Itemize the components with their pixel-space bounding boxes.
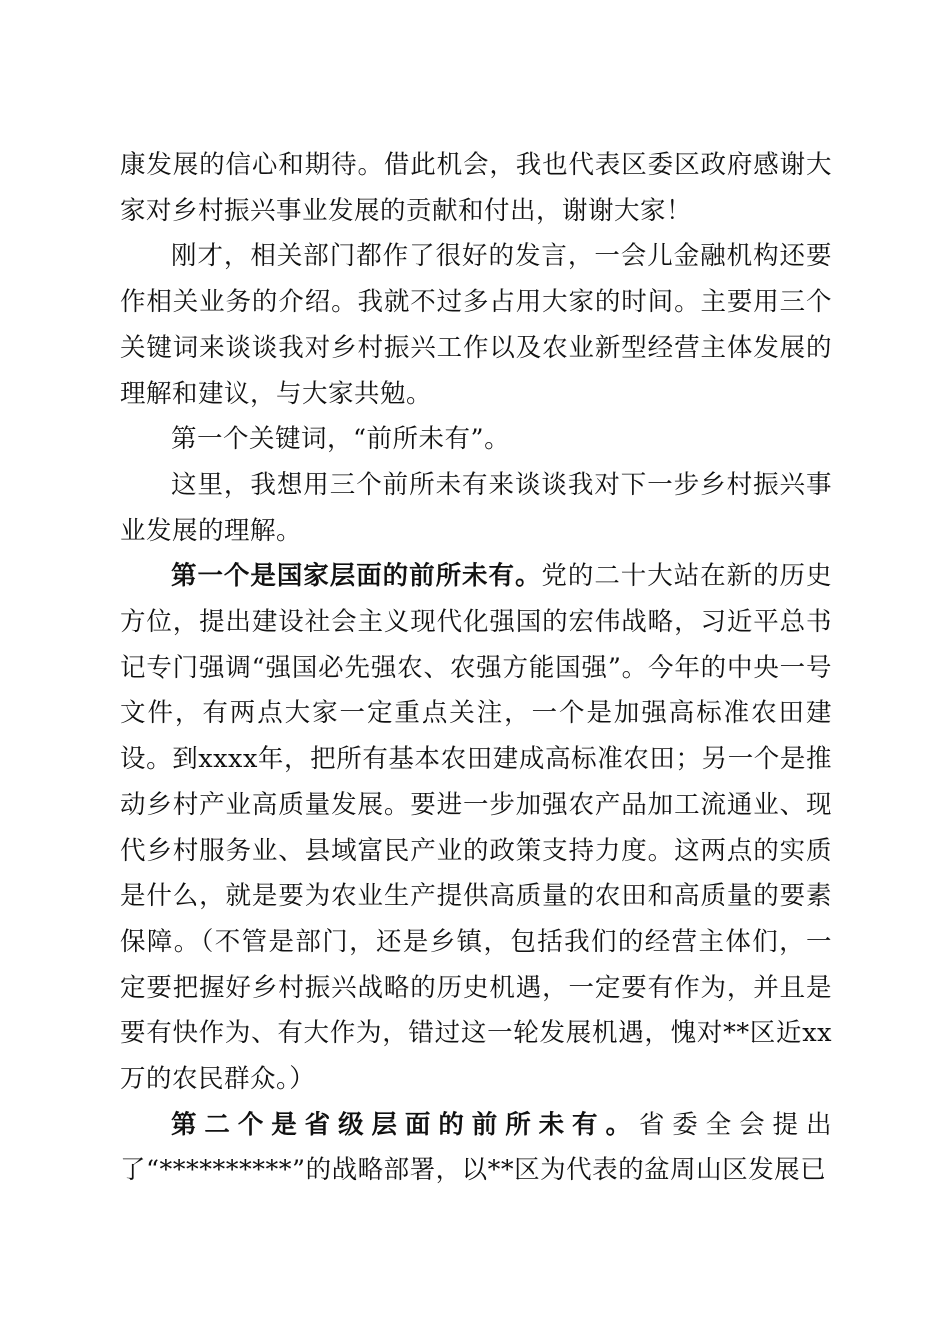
paragraph-6-heading: 第二个是省级层面的前所未有。 (171, 1109, 639, 1140)
paragraph-5 (120, 554, 832, 1102)
paragraph-5-heading: 第一个是国家层面的前所未有。 (171, 561, 542, 592)
paragraph-2: 刚才，相关部门都作了很好的发言，一会儿金融机构还要作相关业务的介绍。我就不过多占用大家的时间。主要用三个关键词来谈谈我对乡村振兴工作以及农业新型经营主体发展的理解和建议，与大家共勉。 (120, 241, 832, 409)
paragraph-5-body: 党的二十大站在新的历史方位，提出建设社会主义现代化强国的宏伟战略，习近平总书记专门强调“强国必先强农、农强方能国强”。今年的中央一号文件，有两点大家一定重点关注，一个是加强高标准农田建设。到xxxx年，把所有基本农田建成高标准农田；另一个是推动乡村产业高质量发展。要进一步加强农产品加工流通业、现代乡村服务业、县域富民产业的政策支持力度。这两点的实质是什么，就是要为农业生产提供高质量的农田和高质量的要素保障。（不管是部门，还是乡镇，包括我们的经营主体们，一定要把握好乡村振兴战略的历史机遇，一定要有作为，并且是要有快作为、有大作为，错过这一轮发展机遇，愧对**区近xx万的农民群众。） (120, 561, 832, 1095)
paragraph-1: 康发展的信心和期待。借此机会，我也代表区委区政府感谢大家对乡村振兴事业发展的贡献和付出，谢谢大家！ (120, 150, 832, 226)
paragraph-3: 第一个关键词，“前所未有”。 (171, 424, 511, 455)
paragraph-6 (120, 1103, 832, 1194)
paragraph-4: 这里，我想用三个前所未有来谈谈我对下一步乡村振兴事业发展的理解。 (120, 469, 832, 546)
document-body (120, 143, 832, 1194)
paragraph-6-body: 省委全会提出了“**********”的战略部署，以**区为代表的盆周山区发展已 (120, 1109, 832, 1186)
